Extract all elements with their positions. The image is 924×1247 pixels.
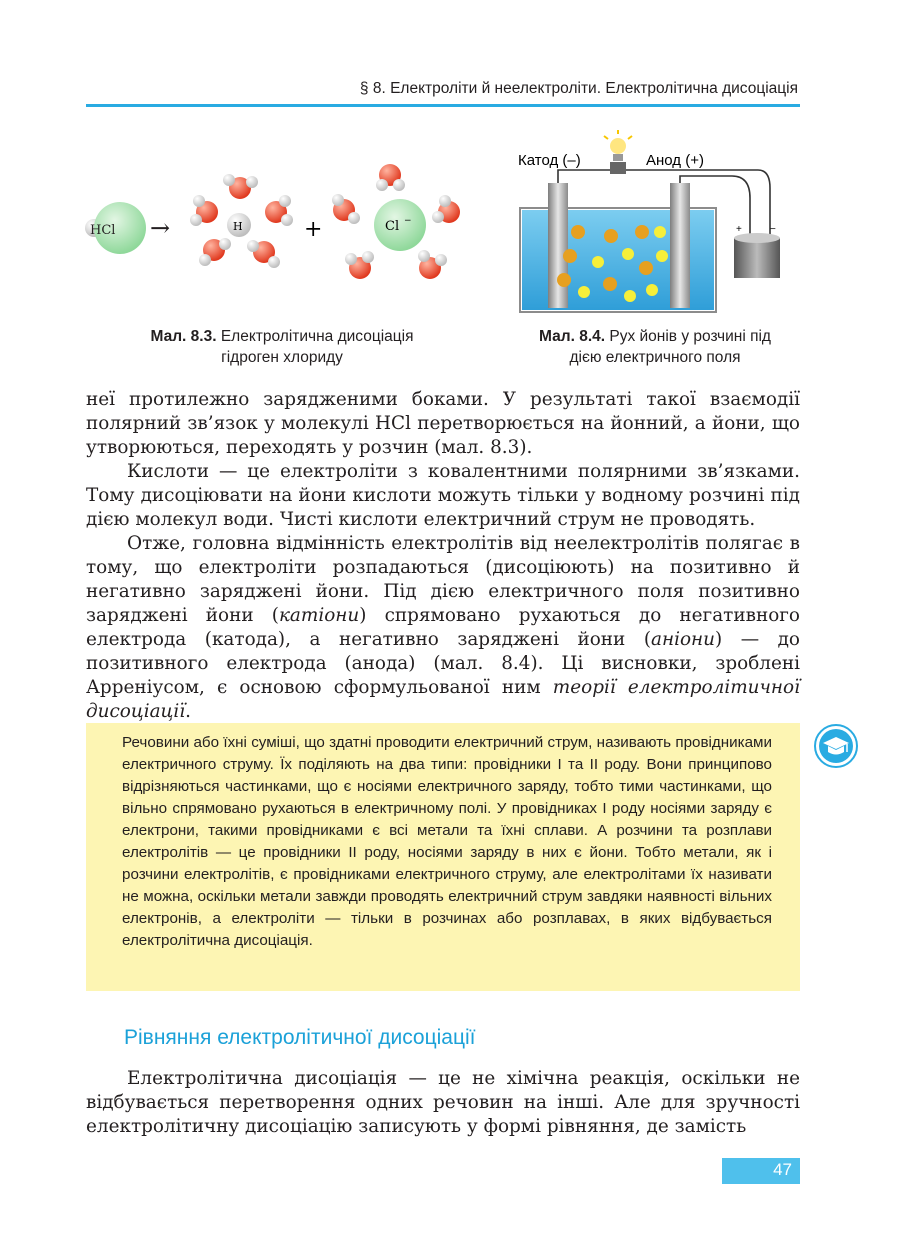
graduation-cap-icon xyxy=(814,724,858,768)
anode-label: Анод (+) xyxy=(646,152,704,169)
figure1-caption-bold: Мал. 8.3. xyxy=(150,328,217,345)
figure-hcl-dissociation xyxy=(82,150,482,300)
hydrated-chloride-cluster xyxy=(332,164,460,279)
term-anions: аніони xyxy=(651,629,715,650)
cathode-rod xyxy=(548,183,568,308)
hydrated-proton-cluster xyxy=(190,174,293,268)
header-title: § 8. Електроліти й неелектроліти. Електролітична дисоціація xyxy=(359,80,798,97)
term-cations: катіони xyxy=(278,605,360,626)
body-text-upper xyxy=(86,388,800,724)
anode-rod xyxy=(670,183,690,308)
figure1-caption-line2: гідроген хлориду xyxy=(221,349,343,366)
figure2-caption-bold: Мал. 8.4. xyxy=(539,328,606,345)
figure2-caption xyxy=(500,326,810,368)
paragraph-4: Електролітична дисоціація — це не хімічна реакція, оскільки не відбувається перетворення одних речовин на інші. Але для зручності електролітичну дисоціацію записують у формі рівняння, де замість xyxy=(86,1068,800,1137)
term-theory: теорії електролітичної дисоціації xyxy=(86,677,800,722)
hcl-label: HCl xyxy=(90,223,116,238)
figure1-caption-rest: Електролітична дисоціація xyxy=(216,328,414,345)
page-number-box xyxy=(722,1158,800,1184)
figure-ion-movement xyxy=(512,128,812,318)
paragraph-1: неї протилежно зарядженими боками. У результаті такої взаємодії полярний зв’язок у молекулі HCl перетворюється на йонний, а йони, що утворюються, переходять у розчин (мал. 8.3). xyxy=(86,389,800,458)
battery xyxy=(734,238,780,278)
figure2-caption-rest: Рух йонів у розчині під xyxy=(605,328,771,345)
plus-sign: + xyxy=(304,217,323,242)
h-label: H xyxy=(233,220,243,233)
body-text-lower xyxy=(86,1067,800,1139)
cathode-label: Катод (–) xyxy=(518,152,581,169)
cl-charge: − xyxy=(404,216,412,226)
info-box-text: Речовини або їхні суміші, що здатні проводити електричний струм, називають провідниками електричного струму. Їх поділяють на два типи: провідники І та ІІ роду. Вони принципово відрізняються частинками, що є носіями електричного заряду, тобто тими частинками, що вільно спрямовано рухаються в електричному полі. У провідниках І роду носіями заряду є електрони, такими провідниками є всі метали та їхні сплави. А розчини та розплави електролітів — це провідники ІІ роду, носіями заряду в них є йони. Тобто метали, як і розчини електролітів, є провідниками електричного струму, але електролітами їх називати не можна, оскільки метали завжди проводять електричний струм завдяки наявності вільних електронів, а електроліти — тільки в розчинах або розплавах, в яких відбувається електролітична дисоціація. xyxy=(122,734,772,949)
page-number: 47 xyxy=(773,1160,792,1179)
paragraph-3: Отже, головна відмінність електролітів від неелектролітів полягає в тому, що електроліти розпадаються (дисоціюють) на позитивно й негативно заряджені йони. Під дією електричного поля позитивно заряджені йони (катіони) спрямовано рухаються до негативного електрода (катода), а негативно заряджені йони (аніони) — до позитивного електрода (анода) (мал. 8.4). Ці висновки, зроблені Арреніусом, є основою сформульованої ним теорії електролітичної дисоціації. xyxy=(86,533,800,722)
figure2-caption-line2: дією електричного поля xyxy=(569,349,741,366)
svg-text:−: − xyxy=(770,224,776,235)
reaction-arrow: → xyxy=(150,214,171,242)
page-header xyxy=(86,78,800,107)
section-title: Рівняння електролітичної дисоціації xyxy=(124,1026,476,1049)
figure1-caption xyxy=(112,326,452,368)
paragraph-2: Кислоти — це електроліти з ковалентними полярними зв’язками. Тому дисоціювати на йони кислоти можуть тільки у водному розчині під дією молекул води. Чисті кислоти електричний струм не проводять. xyxy=(86,461,800,530)
light-bulb-icon xyxy=(604,130,632,174)
cl-label: Cl xyxy=(385,219,400,234)
svg-text:+: + xyxy=(736,224,742,235)
